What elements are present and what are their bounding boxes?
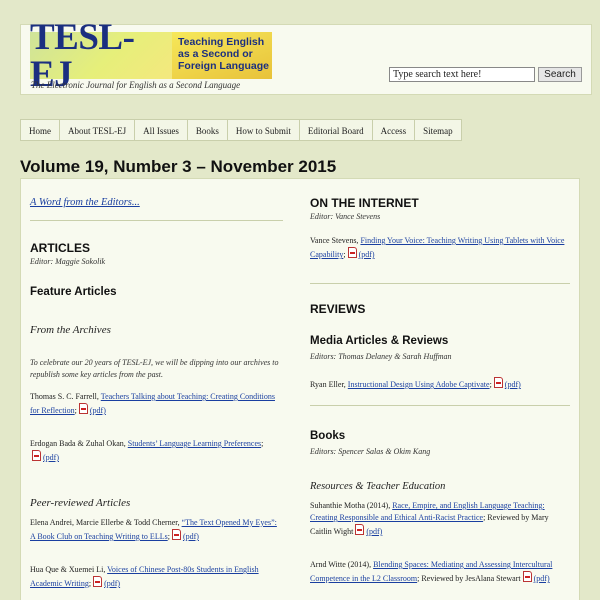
nav-about[interactable]: About TESL-EJ — [59, 119, 134, 141]
media-entry: Ryan Eller, Instructional Design Using Adobe Captivate; (pdf) — [310, 377, 570, 391]
book-authors: Arnd Witte (2014), — [310, 560, 374, 569]
page-title: Volume 19, Number 3 – November 2015 — [20, 157, 337, 176]
main-nav — [20, 119, 462, 141]
pdf-link[interactable]: (pdf) — [182, 532, 199, 541]
divider — [310, 405, 570, 406]
logo-tagline-box — [172, 32, 272, 79]
pdf-icon[interactable] — [355, 524, 364, 535]
article-entry: Hua Que & Xuemei Li, Voices of Chinese Post-80s Students in English Academic Writing; (pdf) — [30, 565, 259, 588]
book-title-link[interactable]: Blending Spaces: Mediating and Assessing Intercultural Competence in the L2 Classroom — [310, 560, 553, 583]
pdf-icon[interactable] — [494, 377, 503, 388]
book-review-entry — [310, 500, 568, 538]
search-input[interactable]: Type search text here! — [389, 67, 535, 82]
books-heading: Books — [310, 430, 346, 442]
media-heading: Media Articles & Reviews — [310, 335, 449, 347]
nav-how-to-submit[interactable]: How to Submit — [227, 119, 299, 141]
internet-entry: Vance Stevens, Finding Your Voice: Teaching Writing Using Tablets with Voice Capability; (pdf) — [310, 236, 565, 259]
archives-intro: To celebrate our 20 years of TESL-EJ, we will be dipping into our archives to republish some key articles from the past. — [30, 358, 279, 379]
book-reviewer: ; Reviewed by Mary Caitlin Wight — [310, 513, 549, 536]
feature-articles-heading: Feature Articles — [30, 286, 117, 298]
article-authors: Thomas S. C. Farrell, — [30, 392, 101, 401]
pdf-link[interactable]: (pdf) — [366, 527, 383, 536]
article-title-link[interactable]: Instructional Design Using Adobe Captivate — [347, 380, 490, 389]
nav-access[interactable]: Access — [372, 119, 415, 141]
article-authors: Elena Andrei, Marcie Ellerbe & Todd Cherner, — [30, 518, 182, 527]
pdf-icon[interactable] — [348, 247, 357, 258]
logo-name: TESL-EJ — [30, 16, 135, 95]
nav-all-issues[interactable]: All Issues — [134, 119, 187, 141]
article-entry: Thomas S. C. Farrell, Teachers Talking about Teaching: Creating Conditions for Reflection; (pdf) — [30, 392, 275, 415]
right-column — [310, 179, 570, 600]
search-button[interactable]: Search — [538, 67, 582, 82]
reviews-heading: REVIEWS — [310, 302, 366, 316]
site-tagline: The Electronic Journal for English as a Second Language — [31, 80, 241, 90]
nav-sitemap[interactable]: Sitemap — [414, 119, 462, 141]
internet-heading: ON THE INTERNET — [310, 196, 419, 210]
internet-editor: Editor: Vance Stevens — [310, 212, 381, 221]
divider — [30, 220, 283, 221]
media-editors: Editors: Thomas Delaney & Sarah Huffman — [310, 352, 452, 361]
books-editors: Editors: Spencer Salas & Okim Kang — [310, 447, 431, 456]
issue-contents — [20, 178, 580, 600]
pdf-link[interactable]: (pdf) — [358, 250, 375, 259]
pdf-link[interactable]: (pdf) — [104, 579, 121, 588]
article-title-link[interactable]: “The Text Opened My Eyes”: A Book Club on Teaching Writing to ELLs — [30, 518, 277, 541]
article-entry: Elena Andrei, Marcie Ellerbe & Todd Cherner, “The Text Opened My Eyes”: A Book Club on Teaching Writing to ELLs; (pdf) — [30, 518, 277, 541]
articles-editor: Editor: Maggie Sokolik — [30, 257, 106, 266]
article-title-link[interactable]: Finding Your Voice: Teaching Writing Using Tablets with Voice Capability — [310, 236, 565, 259]
pdf-link[interactable]: (pdf) — [533, 574, 550, 583]
article-authors: Vance Stevens, — [310, 236, 361, 245]
article-entry: Erdogan Bada & Zuhal Okan, Students’ Language Learning Preferences; (pdf) — [30, 439, 264, 462]
pdf-icon[interactable] — [93, 576, 102, 587]
nav-home[interactable]: Home — [20, 119, 59, 141]
logo-tag-line: Teaching English — [178, 36, 265, 48]
pdf-link[interactable]: (pdf) — [504, 380, 521, 389]
book-title-link[interactable]: Race, Empire, and English Language Teaching: Creating Responsible and Ethical Anti-Racist Practice — [310, 501, 545, 522]
nav-books[interactable]: Books — [187, 119, 227, 141]
book-authors: Suhanthie Motha (2014), — [310, 501, 393, 510]
site-header — [20, 16, 592, 95]
nav-editorial-board[interactable]: Editorial Board — [299, 119, 372, 141]
archives-heading: From the Archives — [30, 324, 111, 336]
article-title-link[interactable]: Voices of Chinese Post-80s Students in English Academic Writing — [30, 565, 259, 588]
divider — [310, 283, 570, 284]
pdf-icon[interactable] — [32, 450, 41, 461]
pdf-icon[interactable] — [79, 403, 88, 414]
article-authors: Ryan Eller, — [310, 380, 348, 389]
left-column — [30, 179, 283, 600]
pdf-icon[interactable] — [523, 571, 532, 582]
resources-heading: Resources & Teacher Education — [310, 481, 446, 492]
book-review-entry — [310, 559, 570, 585]
article-title-link[interactable]: Students’ Language Learning Preferences — [127, 439, 262, 448]
pdf-link[interactable]: (pdf) — [43, 453, 59, 462]
article-authors: Erdogan Bada & Zuhal Okan, — [30, 439, 128, 448]
logo-tag-line: as a Second or — [178, 48, 253, 60]
articles-heading: ARTICLES — [30, 241, 90, 255]
peer-reviewed-heading: Peer-reviewed Articles — [30, 497, 131, 509]
book-reviewer: ; Reviewed by JesAlana Stewart — [417, 574, 521, 583]
article-title-link[interactable]: Teachers Talking about Teaching: Creating Conditions for Reflection — [30, 392, 275, 415]
logo-tag-line: Foreign Language — [178, 60, 270, 72]
pdf-icon[interactable] — [172, 529, 181, 540]
pdf-link[interactable]: (pdf) — [89, 406, 106, 415]
article-authors: Hua Que & Xuemei Li, — [30, 565, 108, 574]
editors-word-link[interactable]: A Word from the Editors... — [30, 197, 140, 208]
